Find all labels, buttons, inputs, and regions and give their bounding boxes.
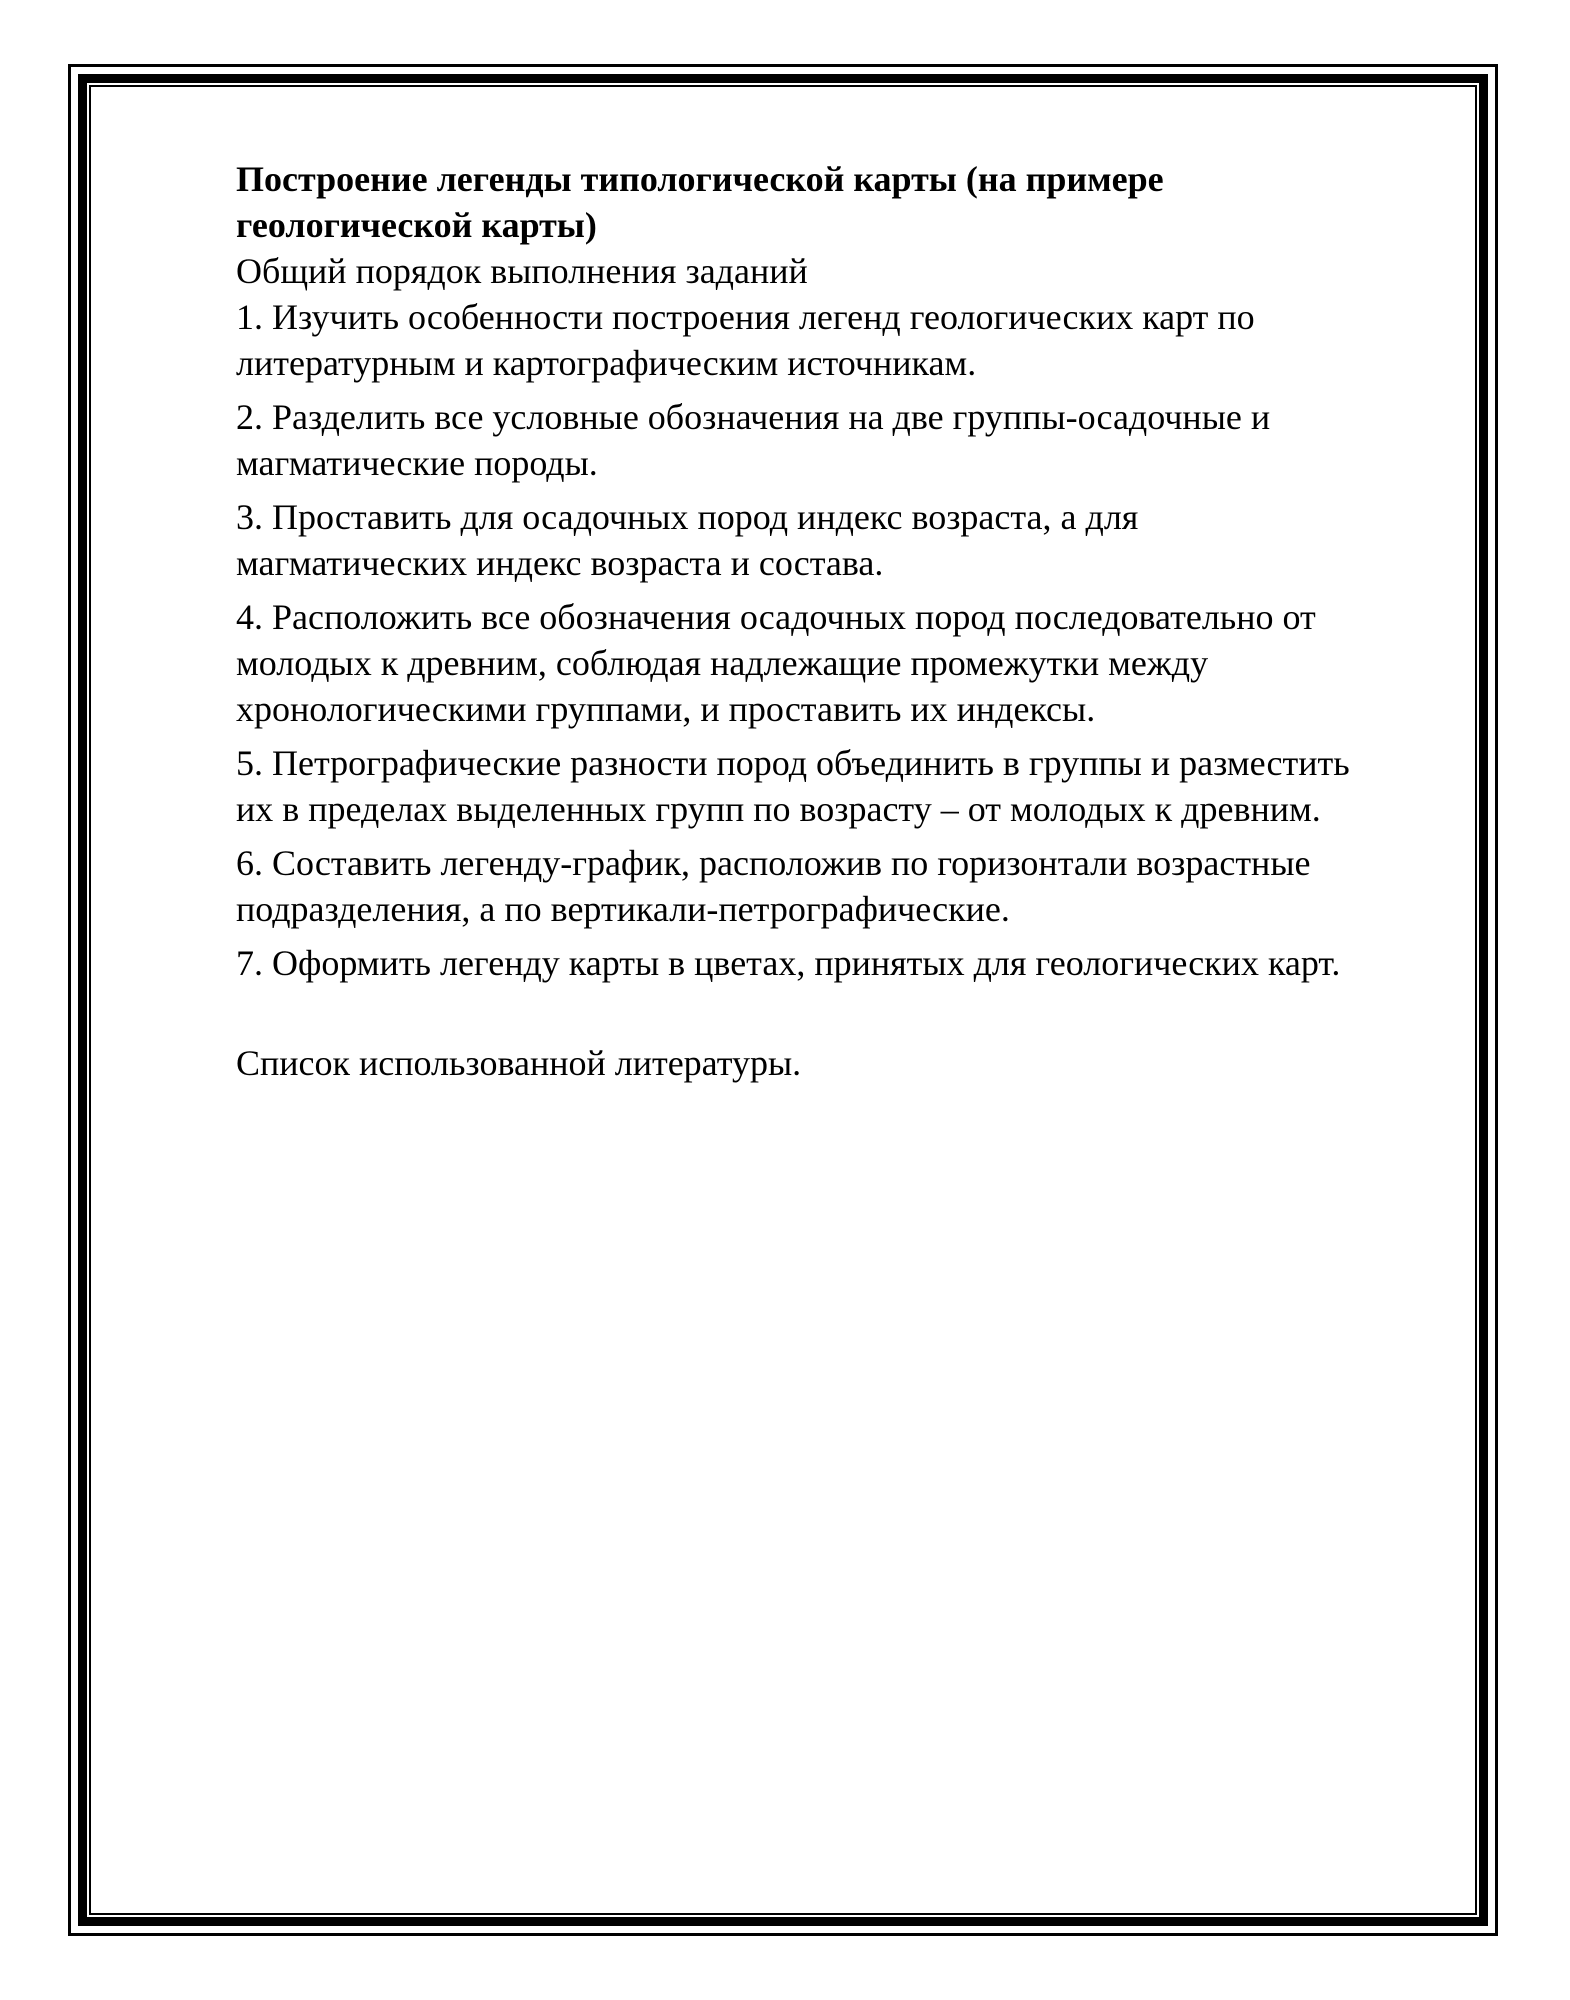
step-item: 5. Петрографические разности пород объединить в группы и разместить их в пределах выделенных групп по возрасту – от молодых к древним.	[236, 743, 1350, 829]
references-heading: Список использованной литературы.	[236, 1043, 802, 1083]
document-body	[236, 156, 1486, 1086]
step-item: 2. Разделить все условные обозначения на две группы-осадочные и магматические породы.	[236, 397, 1271, 483]
steps-list	[236, 294, 1486, 986]
section-spacer	[236, 994, 1486, 1040]
document-subtitle: Общий порядок выполнения заданий	[236, 251, 808, 291]
step-item: 1. Изучить особенности построения легенд геологических карт по литературным и картографическим источникам.	[236, 297, 1255, 383]
document-title: Построение легенды типологической карты (на примере геологической карты)	[236, 159, 1164, 245]
step-item: 7. Оформить легенду карты в цветах, принятых для геологических карт.	[236, 943, 1341, 983]
step-item: 3. Проставить для осадочных пород индекс возраста, а для магматических индекс возраста и состава.	[236, 497, 1139, 583]
step-item: 6. Составить легенду-график, расположив по горизонтали возрастные подразделения, а по вертикали-петрографические.	[236, 843, 1311, 929]
step-item: 4. Расположить все обозначения осадочных пород последовательно от молодых к древним, соблюдая надлежащие промежутки между хронологическими группами, и проставить их индексы.	[236, 597, 1316, 729]
